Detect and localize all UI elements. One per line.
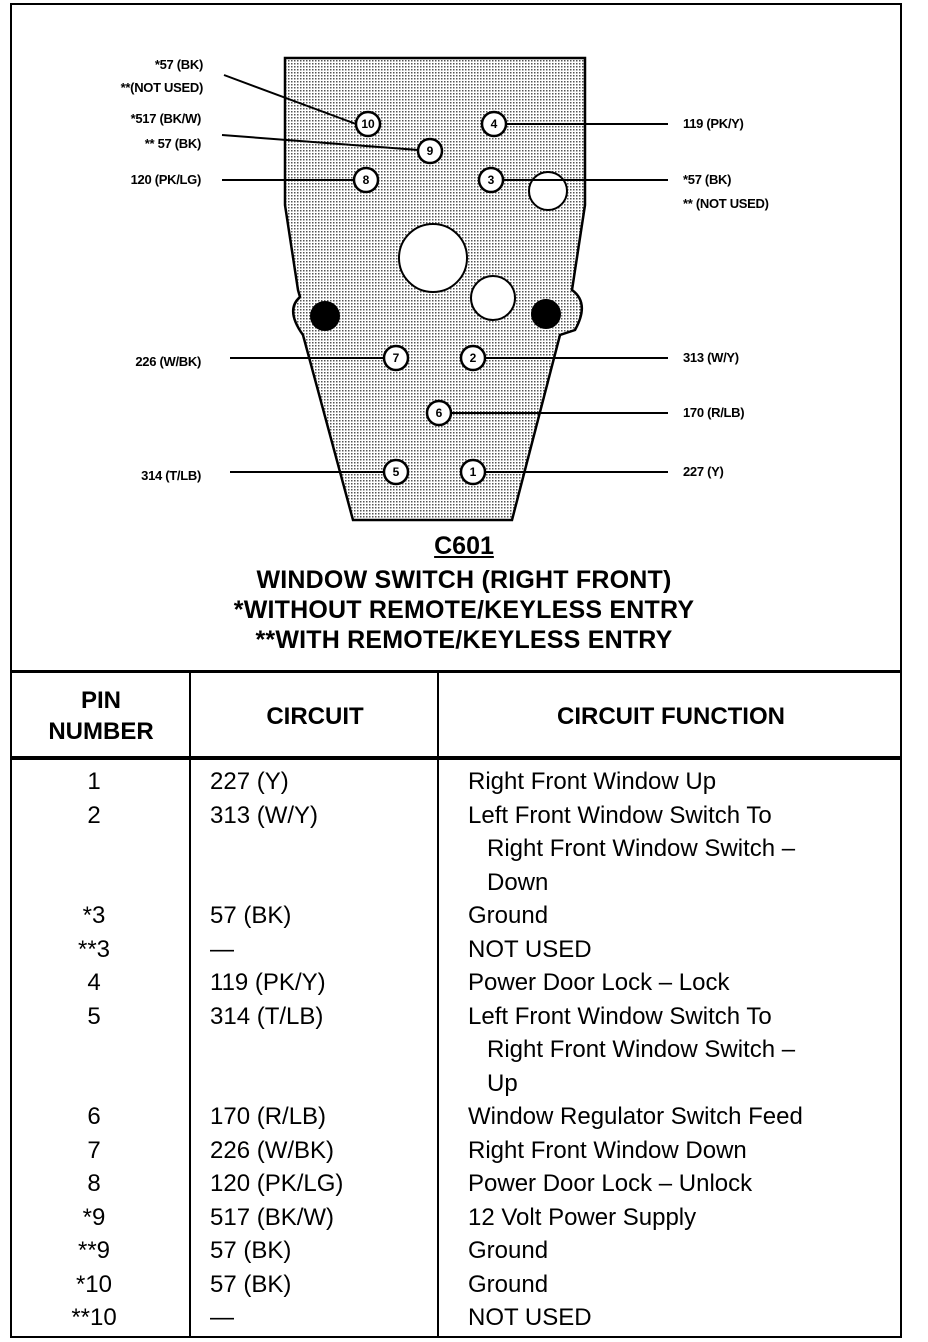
table-top-rule	[10, 670, 902, 673]
header-circuit-function: CIRCUIT FUNCTION	[557, 702, 785, 730]
table-row	[10, 1100, 902, 1134]
circuit-cell: —	[210, 1304, 234, 1331]
pin-number-cell: *10	[75, 1270, 113, 1298]
header-rule	[10, 756, 902, 760]
table-row	[10, 765, 902, 799]
table-row	[10, 1000, 902, 1101]
table-row	[10, 1234, 902, 1268]
pin-7-label: 226 (W/BK)	[135, 354, 201, 369]
pin-number-cell: 6	[87, 1103, 101, 1130]
circuit-function-line: Right Front Window Down	[468, 1136, 747, 1164]
circuit-function-cell	[436, 1301, 902, 1335]
circuit-function-cell	[436, 1234, 902, 1268]
title-line-2: *WITHOUT REMOTE/KEYLESS ENTRY	[233, 596, 695, 624]
pin-6-number: 6	[435, 406, 443, 420]
pin-9-label-b: ** 57 (BK)	[144, 136, 201, 151]
circuit-function-cell	[436, 799, 902, 900]
mounting-hole-small	[471, 276, 515, 320]
circuit-cell: 313 (W/Y)	[210, 801, 319, 829]
mounting-hole-large	[399, 224, 467, 292]
pin-5-label: 314 (T/LB)	[141, 468, 201, 483]
circuit-function-cell	[436, 1201, 902, 1235]
circuit-cell: 57 (BK)	[210, 1270, 292, 1298]
pin-7-number: 7	[392, 351, 400, 365]
table-row	[10, 799, 902, 900]
pin-10-label-b: **(NOT USED)	[120, 80, 203, 95]
circuit-cell: 57 (BK)	[210, 1237, 292, 1264]
circuit-cell: 170 (R/LB)	[210, 1103, 327, 1130]
circuit-function-line: Left Front Window Switch To	[468, 801, 772, 829]
pin-9-label-a: *517 (BK/W)	[130, 111, 201, 126]
circuit-function-cell	[436, 1134, 902, 1168]
circuit-function-line: Right Front Window Switch –	[487, 1036, 796, 1063]
circuit-function-cell	[436, 966, 902, 1000]
circuit-cell: 227 (Y)	[210, 768, 289, 795]
circuit-function-line: NOT USED	[468, 935, 592, 963]
circuit-function-cell	[436, 1000, 902, 1101]
circuit-function-line: Down	[487, 868, 549, 896]
circuit-function-line: Ground	[468, 1270, 549, 1298]
table-row	[10, 1301, 902, 1335]
table-row	[10, 1268, 902, 1302]
table-row	[10, 899, 902, 933]
pin-table-body	[10, 765, 902, 1335]
mounting-hole-upper	[529, 172, 567, 210]
circuit-function-line: Window Regulator Switch Feed	[468, 1103, 803, 1130]
circuit-function-line: Right Front Window Up	[468, 768, 717, 795]
header-divider-1	[189, 673, 191, 758]
connector-diagram	[0, 0, 928, 530]
pin-9-number: 9	[426, 144, 434, 158]
pin-number-cell: 7	[87, 1136, 101, 1164]
circuit-function-cell	[436, 1167, 902, 1201]
pin-8-label: 120 (PK/LG)	[130, 172, 201, 187]
circuit-cell: 314 (T/LB)	[210, 1002, 324, 1030]
pin-number-cell: 8	[87, 1170, 101, 1197]
table-row	[10, 933, 902, 967]
pin-3-label-a: *57 (BK)	[683, 172, 732, 187]
circuit-cell: 226 (W/BK)	[210, 1136, 335, 1164]
pin-1-number: 1	[469, 465, 477, 479]
pin-number-cell: 1	[87, 768, 101, 795]
title-line-1: WINDOW SWITCH (RIGHT FRONT)	[256, 566, 672, 594]
table-row	[10, 966, 902, 1000]
circuit-cell: —	[210, 935, 234, 963]
header-circuit: CIRCUIT	[266, 702, 364, 730]
circuit-cell: 119 (PK/Y)	[210, 969, 326, 996]
pin-number-cell: 4	[87, 969, 101, 996]
pin-6-label: 170 (R/LB)	[683, 405, 745, 420]
circuit-function-cell	[436, 1100, 902, 1134]
pin-1-label: 227 (Y)	[683, 464, 724, 479]
table-row	[10, 1201, 902, 1235]
pin-10-number: 10	[361, 117, 375, 131]
pin-5-number: 5	[392, 465, 400, 479]
table-row	[10, 1134, 902, 1168]
pin-number-cell: 5	[87, 1002, 101, 1030]
latch-right	[531, 299, 561, 329]
pin-3-number: 3	[487, 173, 495, 187]
pin-number-cell: *3	[82, 902, 106, 929]
connector-id: C601	[434, 532, 494, 560]
pin-8-number: 8	[362, 173, 370, 187]
circuit-function-line: Power Door Lock – Unlock	[468, 1170, 753, 1197]
circuit-cell: 120 (PK/LG)	[210, 1170, 344, 1197]
circuit-function-line: NOT USED	[468, 1304, 592, 1331]
circuit-function-cell	[436, 765, 902, 799]
circuit-function-line: Up	[487, 1069, 518, 1097]
circuit-function-cell	[436, 933, 902, 967]
circuit-function-line: Ground	[468, 1237, 549, 1264]
pin-10-label-a: *57 (BK)	[154, 57, 203, 72]
pin-number-cell: **9	[77, 1237, 111, 1264]
title-line-3: **WITH REMOTE/KEYLESS ENTRY	[255, 626, 673, 654]
circuit-function-cell	[436, 899, 902, 933]
connector-title-block	[0, 532, 928, 655]
pin-2-label: 313 (W/Y)	[683, 350, 739, 365]
circuit-function-cell	[436, 1268, 902, 1302]
circuit-cell: 57 (BK)	[210, 902, 292, 929]
pin-2-number: 2	[469, 351, 477, 365]
circuit-function-line: Ground	[468, 902, 549, 929]
header-divider-2	[437, 673, 439, 758]
circuit-function-line: Power Door Lock – Lock	[468, 969, 730, 996]
circuit-function-line: 12 Volt Power Supply	[468, 1203, 697, 1231]
circuit-cell: 517 (BK/W)	[210, 1203, 335, 1231]
pin-3-label-b: ** (NOT USED)	[683, 196, 769, 211]
pin-number-cell: **10	[71, 1304, 117, 1331]
latch-left	[310, 301, 340, 331]
header-pin-number: PIN NUMBER	[48, 687, 154, 745]
pin-number-cell: **3	[77, 935, 111, 963]
pin-4-label: 119 (PK/Y)	[683, 116, 744, 131]
circuit-function-line: Right Front Window Switch –	[487, 835, 796, 862]
circuit-function-line: Left Front Window Switch To	[468, 1002, 772, 1030]
pin-number-cell: 2	[87, 801, 101, 829]
pin-number-cell: *9	[82, 1203, 106, 1231]
table-row	[10, 1167, 902, 1201]
pin-4-number: 4	[490, 117, 498, 131]
